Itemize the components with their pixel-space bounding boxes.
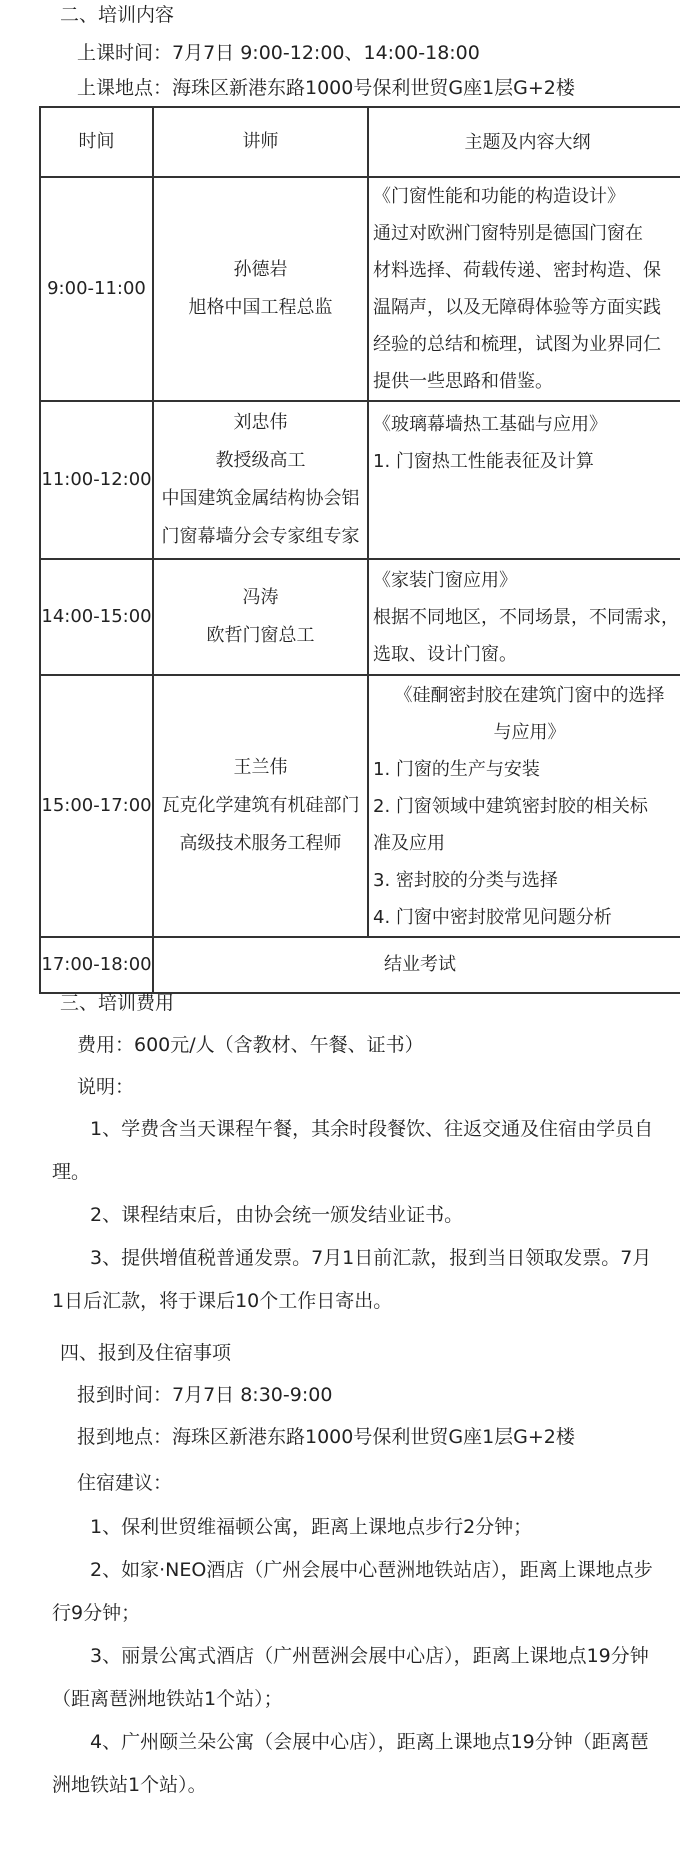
table-row <box>40 559 680 675</box>
topic-title: 《硅酮密封胶在建筑门窗中的选择 <box>394 684 665 706</box>
lodging-item: 2、如家·NEO酒店（广州会展中心琶洲地铁站店），距离上课地点步行9分钟； <box>52 1559 653 1624</box>
topic-title: 《玻璃幕墙热工基础与应用》 <box>373 414 607 435</box>
section4-heading: 四、报到及住宿事项 <box>60 1342 232 1364</box>
topic-line: 2. 门窗领域中建筑密封胶的相关标 <box>373 795 648 817</box>
topic-line: 材料选择、荷载传递、密封构造、保 <box>373 260 661 281</box>
row-topic <box>368 559 680 675</box>
lecturer-title: 高级技术服务工程师 <box>179 833 342 854</box>
lecturer-title: 欧哲门窗总工 <box>206 625 315 646</box>
class-place-line: 上课地点：海珠区新港东路1000号保利世贸G座1层G+2楼 <box>77 77 575 99</box>
topic-title: 《家装门窗应用》 <box>373 569 517 591</box>
topic-line: 经验的总结和梳理，试图为业界同仁 <box>373 334 661 355</box>
table-header-row <box>40 107 680 177</box>
topic-line: 4. 门窗中密封胶常见问题分析 <box>373 906 612 928</box>
row-time: 17:00-18:00 <box>40 937 153 993</box>
lecturer-title: 旭格中国工程总监 <box>188 297 333 318</box>
final-exam-cell: 结业考试 <box>153 937 680 993</box>
row-lecturer <box>153 177 368 401</box>
lecturer-name: 刘忠伟 <box>233 412 288 433</box>
lodging-label: 住宿建议： <box>77 1472 173 1494</box>
table-row <box>40 177 680 401</box>
header-time: 时间 <box>40 107 153 177</box>
schedule-table <box>39 106 680 994</box>
topic-line: 1. 门窗热工性能表征及计算 <box>373 451 594 472</box>
topic-line: 温隔声，以及无障碍体验等方面实践 <box>373 297 661 318</box>
row-time: 15:00-17:00 <box>40 675 153 937</box>
row-topic <box>368 675 680 937</box>
row-time: 9:00-11:00 <box>40 177 153 401</box>
fee-line: 费用：600元/人（含教材、午餐、证书） <box>77 1034 424 1056</box>
topic-line: 1. 门窗的生产与安装 <box>373 758 540 780</box>
table-row <box>40 675 680 937</box>
class-time-line: 上课时间：7月7日 9:00-12:00、14:00-18:00 <box>77 42 480 64</box>
note-item: 3、提供增值税普通发票。7月1日前汇款，报到当日领取发票。7月1日后汇款，将于课后10个工作日寄出。 <box>52 1247 652 1312</box>
lecturer-name: 王兰伟 <box>233 757 288 778</box>
checkin-place-line: 报到地点：海珠区新港东路1000号保利世贸G座1层G+2楼 <box>77 1426 575 1448</box>
note-label: 说明： <box>77 1076 135 1098</box>
lecturer-name: 冯涛 <box>242 587 279 608</box>
lecturer-name: 孙德岩 <box>233 259 288 280</box>
table-row <box>40 401 680 559</box>
header-topic: 主题及内容大纲 <box>368 107 680 177</box>
row-lecturer <box>153 401 368 559</box>
note-item: 1、学费含当天课程午餐，其余时段餐饮、往返交通及住宿由学员自理。 <box>52 1118 654 1183</box>
row-time: 11:00-12:00 <box>40 401 153 559</box>
lodging-item: 3、丽景公寓式酒店（广州琶洲会展中心店），距离上课地点19分钟（距离琶洲地铁站1个站）； <box>52 1645 649 1710</box>
row-topic <box>368 401 680 559</box>
lecturer-affiliation: 门窗幕墙分会专家组专家 <box>161 526 360 547</box>
lodging-item: 4、广州颐兰朵公寓（会展中心店），距离上课地点19分钟（距离琶洲地铁站1个站）。 <box>52 1731 649 1796</box>
lodging-block <box>52 1506 660 1807</box>
topic-line: 选取、设计门窗。 <box>373 643 517 665</box>
table-row <box>40 937 680 993</box>
topic-title: 《门窗性能和功能的构造设计》 <box>373 186 625 207</box>
section2-heading: 二、培训内容 <box>60 4 175 26</box>
topic-line: 提供一些思路和借鉴。 <box>373 371 553 392</box>
lodging-item: 1、保利世贸维福顿公寓，距离上课地点步行2分钟； <box>90 1516 533 1538</box>
lecturer-affiliation: 中国建筑金属结构协会铝 <box>161 488 360 509</box>
row-lecturer <box>153 559 368 675</box>
lecturer-title: 瓦克化学建筑有机硅部门 <box>161 795 360 816</box>
topic-line: 准及应用 <box>373 832 445 854</box>
lecturer-title: 教授级高工 <box>215 450 306 471</box>
checkin-time-line: 报到时间：7月7日 8:30-9:00 <box>77 1384 333 1406</box>
topic-line: 3. 密封胶的分类与选择 <box>373 869 558 891</box>
row-lecturer <box>153 675 368 937</box>
section3-heading: 三、培训费用 <box>60 992 175 1014</box>
notes-block <box>52 1108 660 1323</box>
topic-line: 根据不同地区，不同场景，不同需求， <box>373 606 679 628</box>
topic-line: 通过对欧洲门窗特别是德国门窗在 <box>373 223 643 244</box>
topic-title: 与应用》 <box>493 721 566 743</box>
row-topic <box>368 177 680 401</box>
row-time: 14:00-15:00 <box>40 559 153 675</box>
header-lecturer: 讲师 <box>153 107 368 177</box>
note-item: 2、课程结束后，由协会统一颁发结业证书。 <box>90 1204 464 1226</box>
